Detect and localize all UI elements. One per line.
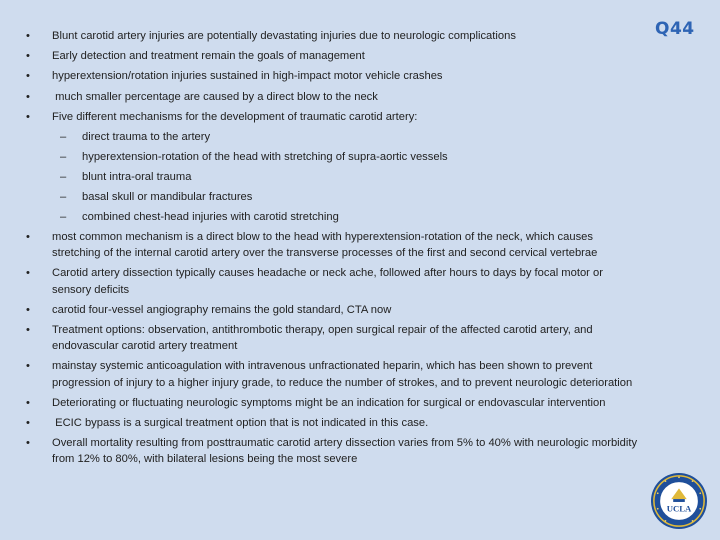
bullet-marker: • (26, 396, 30, 409)
dash-marker: – (60, 210, 67, 223)
bullet-text: hyperextension/rotation injuries sustained in high-impact motor vehicle crashes (52, 70, 443, 83)
bullet-item (26, 395, 642, 411)
bullet-marker: • (26, 360, 30, 373)
bullet-marker: • (26, 267, 30, 280)
bullet-item (26, 28, 642, 45)
bullet-item (26, 229, 642, 262)
bullet-text: mainstay systemic anticoagulation with intravenous unfractionated heparin, which has been shown to prevent progression of injury to a higher injury grade, to reduce the number of strokes, and to prevent neurologic deterioration (52, 360, 633, 389)
sub-bullet-text: hyperextension-rotation of the head with stretching of supra-aortic vessels (82, 150, 448, 163)
dash-marker: – (60, 150, 67, 163)
sub-bullet-item (26, 149, 642, 166)
bullet-marker: • (26, 416, 30, 429)
slide-body (26, 28, 642, 471)
bullet-text: Early detection and treatment remain the goals of management (52, 50, 365, 63)
bullet-marker: • (26, 230, 30, 243)
bullet-text: ECIC bypass is a surgical treatment option that is not indicated in this case. (52, 416, 429, 429)
bullet-text: carotid four-vessel angiography remains the gold standard, CTA now (52, 303, 392, 316)
bullet-item (26, 48, 642, 65)
bullet-item (26, 265, 642, 298)
bullet-marker: • (26, 303, 30, 316)
bullet-marker: • (26, 323, 30, 336)
bullet-text: Overall mortality resulting from posttraumatic carotid artery dissection varies from 5% to 40% with neurologic morbidity from 12% to 80%, with bilateral lesions being the most severe (52, 436, 638, 466)
sub-bullet-item (26, 209, 642, 226)
bullet-marker: • (26, 110, 30, 123)
seal-text: UCLA (666, 503, 692, 514)
dash-marker: – (60, 170, 67, 183)
bullet-item (26, 435, 642, 468)
bullet-item (26, 302, 642, 319)
bullet-item (26, 415, 642, 432)
bullet-text: Five different mechanisms for the development of traumatic carotid artery: (52, 110, 418, 123)
bullet-marker: • (26, 436, 30, 449)
bullet-text: Carotid artery dissection typically causes headache or neck ache, followed after hours to days by focal motor or sensory deficits (52, 267, 603, 296)
bullet-marker: • (26, 50, 30, 63)
sub-bullet-text: direct trauma to the artery (82, 130, 211, 143)
slide-number-label: Q44 (655, 19, 695, 39)
bullet-item (26, 358, 642, 391)
bullet-item (26, 109, 642, 126)
bullet-text: much smaller percentage are caused by a direct blow to the neck (52, 90, 378, 103)
bullet-text: Treatment options: observation, antithrombotic therapy, open surgical repair of the affected carotid artery, and endovascular carotid artery treatment (52, 323, 593, 353)
bullet-item (26, 89, 642, 106)
bullet-item (26, 322, 642, 355)
dash-marker: – (60, 190, 67, 203)
bullet-marker: • (26, 30, 30, 42)
sub-bullet-item (26, 129, 642, 146)
bullet-text: most common mechanism is a direct blow to the head with hyperextension-rotation of the neck, which causes stretching of the internal carotid artery over the transverse processes of the first and second cervical vertebrae (52, 230, 598, 260)
bullet-item (26, 68, 642, 85)
ucla-seal-logo (650, 472, 708, 530)
bullet-marker: • (26, 70, 30, 83)
bullet-text: Blunt carotid artery injuries are potentially devastating injuries due to neurologic complications (52, 30, 516, 42)
sub-bullet-text: combined chest-head injuries with carotid stretching (82, 210, 339, 223)
sub-bullet-item (26, 169, 642, 186)
sub-bullet-text: blunt intra-oral trauma (82, 170, 192, 183)
bullet-text: Deteriorating or fluctuating neurologic symptoms might be an indication for surgical or endovascular intervention (52, 396, 606, 409)
sub-bullet-item (26, 189, 642, 206)
dash-marker: – (60, 130, 67, 143)
bullet-marker: • (26, 90, 30, 103)
sub-bullet-text: basal skull or mandibular fractures (82, 190, 253, 203)
